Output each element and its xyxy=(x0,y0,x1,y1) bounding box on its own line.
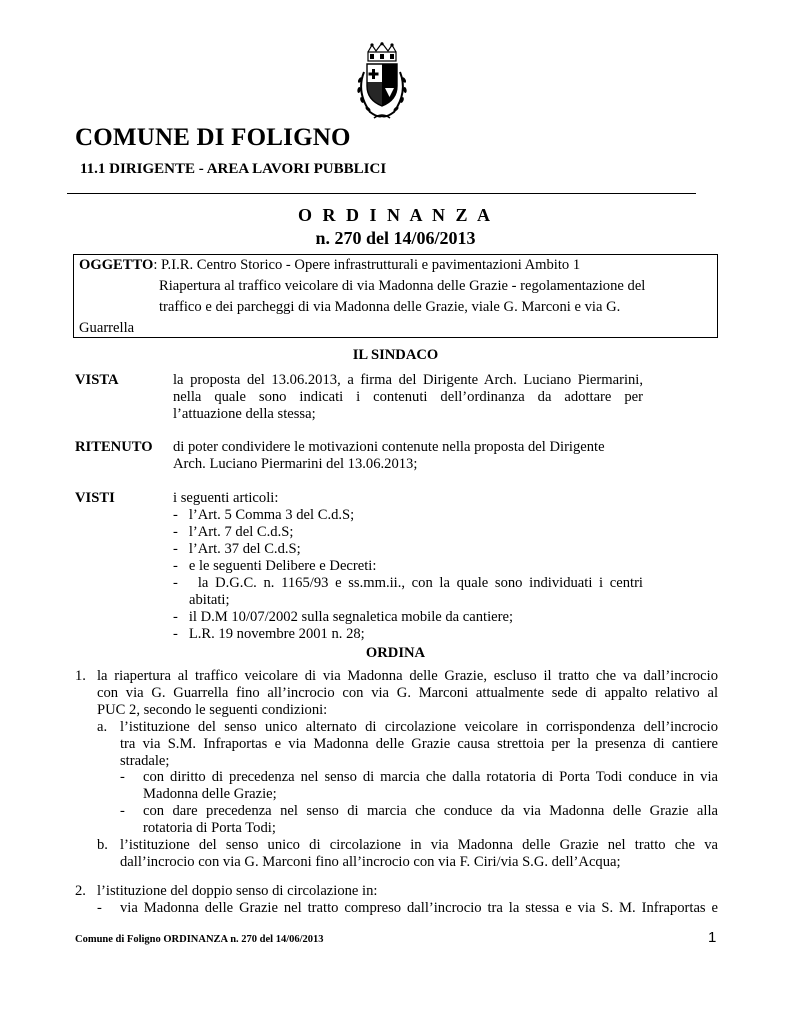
point-b-text: l’istituzione del senso unico di circolazione in via Madonna delle Grazie nel tratto che va dall’incrocio con via G. Marconi fino all’incrocio con via F. Ciri/via S.G. dell’Acqua; xyxy=(120,837,718,870)
list-item: - e le seguenti Delibere e Decreti: xyxy=(173,558,377,574)
list-item: - l’Art. 37 del C.d.S; xyxy=(173,541,301,557)
ordinance-number: n. 270 del 14/06/2013 xyxy=(315,228,476,248)
page-title: COMUNE DI FOLIGNO xyxy=(75,124,351,151)
coat-of-arms-icon xyxy=(352,42,412,124)
footer-text: Comune di Foligno ORDINANZA n. 270 del 14/06/2013 xyxy=(75,934,324,945)
ritenuto-text: di poter condividere le motivazioni contenute nella proposta del Dirigente Arch. Luciano Piermarini del 13.06.2013; xyxy=(173,439,605,472)
subject-label: OGGETTO xyxy=(79,257,154,273)
list-item: - L.R. 19 novembre 2001 n. 28; xyxy=(173,626,365,642)
visti-intro: i seguenti articoli: xyxy=(173,490,279,506)
ritenuto-label: RITENUTO xyxy=(75,439,153,455)
department-subtitle: 11.1 DIRIGENTE - AREA LAVORI PUBBLICI xyxy=(80,161,387,177)
dash-2: - xyxy=(120,803,125,819)
vista-text: la proposta del 13.06.2013, a firma del Dirigente Arch. Luciano Piermarini, nella quale sono indicati i contenuti dell’ordinanza da adottare per l’attuazione della stessa; xyxy=(173,372,643,422)
dash-1: - xyxy=(120,769,125,785)
visti-list xyxy=(173,507,643,643)
point-1-text: la riapertura al traffico veicolare di via Madonna delle Grazie, escluso il tratto che va dall’incrocio con via G. Guarrella fino all’incrocio con via G. Marconi attualmente sede di appalto relativo al PUC 2, secondo le seguenti condizioni: xyxy=(97,668,718,718)
page-number: 1 xyxy=(708,929,717,946)
ordinance-heading: O R D I N A N Z A xyxy=(297,205,494,225)
point-2-number: 2. xyxy=(75,883,86,899)
vista-label: VISTA xyxy=(75,372,119,388)
point-a-letter: a. xyxy=(97,719,108,735)
dash-3: - xyxy=(97,900,102,916)
point-a2-text: con dare precedenza nel senso di marcia che conduce da via Madonna delle Grazie alla rotatoria di Porta Todi; xyxy=(143,803,718,836)
point-2-text: l’istituzione del doppio senso di circolazione in: xyxy=(97,883,378,899)
point-a1-text: con diritto di precedenza nel senso di marcia che dalla rotatoria di Porta Todi conduce in via Madonna delle Grazie; xyxy=(143,769,718,802)
list-item: - il D.M 10/07/2002 sulla segnaletica mobile da cantiere; xyxy=(173,609,514,625)
list-item: - l’Art. 5 Comma 3 del C.d.S; xyxy=(173,507,355,523)
point-b-letter: b. xyxy=(97,837,108,853)
point-1-number: 1. xyxy=(75,668,86,684)
list-item: abitati; xyxy=(189,592,230,608)
ordina-heading: ORDINA xyxy=(365,645,426,661)
subject-line-2: Riapertura al traffico veicolare di via Madonna delle Grazie - regolamentazione del xyxy=(159,278,646,294)
list-item: - la D.G.C. n. 1165/93 e ss.mm.ii., con la quale sono individuati i centri xyxy=(173,575,643,591)
point-2-item: via Madonna delle Grazie nel tratto compreso dall’incrocio tra la stessa e via S. M. Infraportas e xyxy=(120,900,718,916)
visti-label: VISTI xyxy=(75,490,115,506)
point-a-text: l’istituzione del senso unico alternato di circolazione veicolare in corrispondenza dell’incrocio tra via S.M. Infraportas e via Madonna delle Grazie causa strettoia per la presenza di cantiere stradale; xyxy=(120,719,718,769)
list-item: - l’Art. 7 del C.d.S; xyxy=(173,524,294,540)
subject-line-4: Guarrella xyxy=(79,320,135,336)
subject-line-1: OGGETTO: P.I.R. Centro Storico - Opere infrastrutturali e pavimentazioni Ambito 1 xyxy=(79,257,581,273)
sindaco-heading: IL SINDACO xyxy=(352,347,439,363)
subject-line-3: traffico e dei parcheggi di via Madonna delle Grazie, viale G. Marconi e via G. xyxy=(159,299,621,315)
header-divider xyxy=(67,193,696,194)
